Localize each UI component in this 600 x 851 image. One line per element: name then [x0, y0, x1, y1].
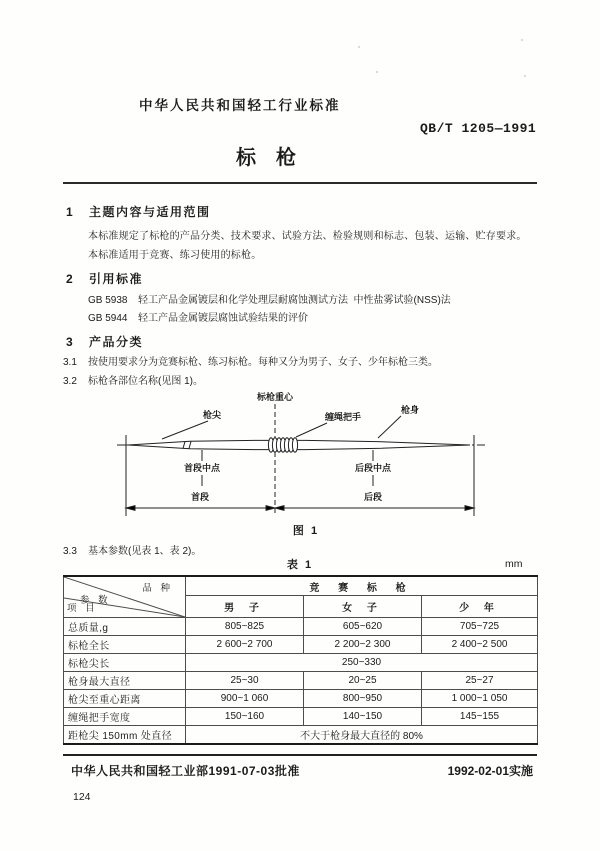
table-unit: mm [505, 558, 523, 570]
cell-value: 145~155 [422, 708, 538, 726]
section-3-heading [66, 333, 143, 350]
table-1 [63, 575, 538, 745]
clause-3-2-number: 3.2 [63, 376, 77, 387]
row-label: 缠绳把手宽度 [64, 708, 186, 726]
figure-caption: 图 1 [292, 525, 320, 537]
document-title: 标枪 [236, 147, 316, 169]
tip-leader-line [162, 421, 208, 439]
cell-value: 2 600~2 700 [186, 636, 304, 654]
figure-label-body: 枪身 [400, 405, 420, 415]
cell-value: 2 200~2 300 [304, 636, 422, 654]
effective-date: 1992-02-01实施 [447, 764, 533, 778]
table-row [64, 708, 538, 726]
cell-value: 605~620 [304, 618, 422, 636]
row-label: 标枪全长 [64, 636, 186, 654]
column-header-women: 女 子 [304, 596, 422, 618]
javelin-diagram [95, 388, 495, 540]
grip-rings [268, 438, 297, 452]
clause-3-2-text: 标枪各部位名称(见图 1)。 [88, 376, 203, 387]
row-label: 枪身最大直径 [64, 672, 186, 690]
cell-value: 705~725 [422, 618, 538, 636]
section-1-paragraph-1: 本标准规定了标枪的产品分类、技术要求、试验方法、检验规则和标志、包装、运输、贮存要求。 [88, 231, 527, 242]
standard-number: QB/T 1205—1991 [420, 121, 537, 136]
standard-org-line: 中华人民共和国轻工行业标准 [139, 98, 341, 113]
cell-value: 1 000~1 050 [422, 690, 538, 708]
table-caption: 表 1 [286, 559, 314, 571]
cell-value-span: 250~330 [186, 654, 538, 672]
clause-3-2 [63, 375, 203, 388]
cell-value: 805~825 [186, 618, 304, 636]
cell-value: 20~25 [304, 672, 422, 690]
approval-statement: 中华人民共和国轻工业部1991-07-03批准 [71, 764, 300, 778]
cell-value: 25~30 [186, 672, 304, 690]
figure-label-front-segment: 首段 [190, 492, 210, 502]
table-row [64, 618, 538, 636]
figure-label-center-of-gravity: 标枪重心 [256, 392, 294, 402]
figure-label-tip: 枪尖 [202, 410, 222, 420]
reference-2-text: 轻工产品金属镀层腐蚀试验结果的评价 [138, 313, 308, 324]
table-row [64, 636, 538, 654]
section-1-title: 主题内容与适用范围 [89, 205, 211, 219]
cell-value: 25~27 [422, 672, 538, 690]
clause-3-1-text: 按使用要求分为竞赛标枪、练习标枪。每种又分为男子、女子、少年标枪三类。 [88, 357, 438, 368]
corner-label-item: 项 目 [67, 603, 98, 614]
clause-3-1 [63, 356, 438, 369]
table-row [64, 672, 538, 690]
dimension-arrow [465, 506, 474, 511]
footer-rule [63, 754, 537, 756]
row-label: 距枪尖 150mm 处直径 [64, 726, 186, 745]
row-label: 总质量,g [64, 618, 186, 636]
figure-label-rear-midpoint: 后段中点 [354, 463, 392, 473]
row-label: 枪尖至重心距离 [64, 690, 186, 708]
table-group-header: 竞 赛 标 枪 [186, 576, 538, 596]
scan-speck [521, 39, 523, 41]
javelin-body-shape [128, 440, 470, 449]
section-1-paragraph-2: 本标准适用于竞赛、练习使用的标枪。 [88, 250, 262, 261]
reference-1 [88, 294, 451, 307]
figure-label-rear-segment: 后段 [363, 492, 383, 502]
clause-3-3-text: 基本参数(见表 1、表 2)。 [88, 546, 202, 557]
body-leader-line [378, 416, 401, 438]
cell-value: 900~1 060 [186, 690, 304, 708]
cell-value: 2 400~2 500 [422, 636, 538, 654]
section-3-number: 3 [66, 335, 73, 349]
table-row [64, 654, 538, 672]
scan-speck [376, 71, 378, 73]
section-1-number: 1 [66, 205, 73, 219]
cell-value: 140~150 [304, 708, 422, 726]
grip-leader-line [296, 423, 327, 437]
reference-1-code: GB 5938 [88, 295, 128, 306]
table-corner-cell [64, 576, 186, 618]
section-2-title: 引用标准 [89, 272, 144, 286]
table-row [64, 726, 538, 745]
corner-label-parameter: 参 数 [80, 595, 111, 606]
scan-speck [358, 46, 360, 48]
column-header-junior: 少 年 [422, 596, 538, 618]
column-header-men: 男 子 [186, 596, 304, 618]
cell-value: 800~950 [304, 690, 422, 708]
table-row [64, 690, 538, 708]
page-number: 124 [73, 791, 91, 803]
figure-label-grip: 缠绳把手 [324, 412, 362, 422]
clause-3-3-number: 3.3 [63, 546, 77, 557]
section-2-heading [66, 270, 143, 287]
clause-3-1-number: 3.1 [63, 357, 77, 368]
corner-label-variety: 品 种 [142, 583, 173, 594]
section-2-number: 2 [66, 272, 73, 286]
reference-2 [88, 312, 308, 325]
reference-2-code: GB 5944 [88, 313, 128, 324]
cell-value: 150~160 [186, 708, 304, 726]
row-label: 标枪尖长 [64, 654, 186, 672]
dimension-arrow [275, 506, 284, 511]
scan-speck [524, 75, 526, 77]
header-rule [63, 182, 537, 184]
reference-1-text: 轻工产品金属镀层和化学处理层耐腐蚀测试方法 中性盐雾试验(NSS)法 [138, 295, 451, 306]
section-3-title: 产品分类 [89, 335, 144, 349]
dimension-arrow [126, 506, 135, 511]
section-1-heading [66, 203, 211, 220]
cell-value-span: 不大于枪身最大直径的 80% [186, 726, 538, 745]
figure-label-front-midpoint: 首段中点 [183, 463, 221, 473]
